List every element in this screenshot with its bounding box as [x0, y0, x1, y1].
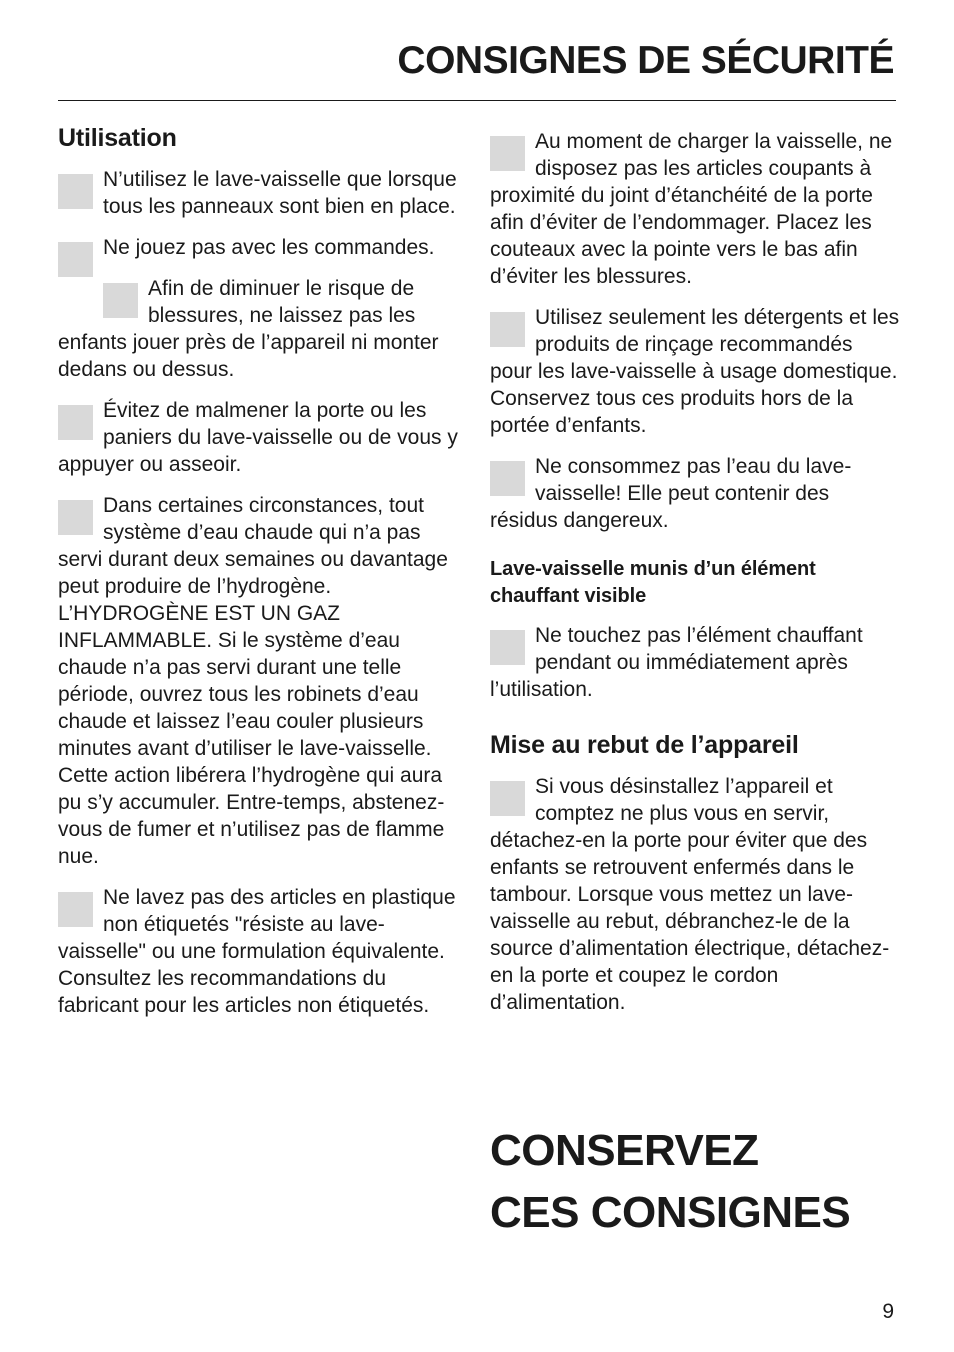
- safety-item-text: N’utilisez le lave-vaisselle que lorsque tous les panneaux sont bien en place.: [103, 168, 457, 218]
- title-divider: [58, 100, 896, 101]
- bullet-square-icon: [58, 174, 93, 209]
- page-number: 9: [882, 1300, 894, 1323]
- safety-item: [58, 234, 468, 261]
- page-title: CONSIGNES DE SÉCURITÉ: [397, 39, 894, 82]
- safety-item: [58, 397, 468, 478]
- right-column: [490, 128, 900, 1030]
- bullet-square-icon: [490, 630, 525, 665]
- bullet-square-icon: [103, 283, 138, 318]
- bullet-square-icon: [490, 461, 525, 496]
- section-heading-disposal: Mise au rebut de l’appareil: [490, 731, 799, 759]
- bullet-square-icon: [58, 242, 93, 277]
- bullet-square-icon: [490, 136, 525, 171]
- closing-line-2: CES CONSIGNES: [490, 1188, 851, 1237]
- section-heading-utilisation: Utilisation: [58, 124, 177, 152]
- safety-item: [490, 622, 900, 703]
- bullet-square-icon: [490, 781, 525, 816]
- safety-item-text: Ne touchez pas l’élément chauffant pendant ou immédiatement après l’utilisation.: [490, 624, 863, 701]
- safety-item: [58, 275, 468, 383]
- closing-line-1: CONSERVEZ: [490, 1126, 759, 1175]
- safety-item: [58, 884, 468, 1019]
- bullet-square-icon: [58, 500, 93, 535]
- safety-item-text: Si vous désinstallez l’appareil et comptez ne plus vous en servir, détachez-en la porte pour éviter que des enfants se retrouvent enfermés dans le tambour. Lorsque vous mettez un lave-vaisselle au rebut, débranchez-le de la source d’alimentation électrique, détachez-en la porte et coupez le cordon d’alimentation.: [490, 775, 890, 1014]
- safety-item-text: Au moment de charger la vaisselle, ne disposez pas les articles coupants à proximité du joint d’étanchéité de la porte afin d’éviter de l’endommager. Placez les couteaux avec la pointe vers le bas afin d’éviter les blessures.: [490, 130, 893, 288]
- safety-item: [490, 773, 900, 1016]
- left-column: [58, 122, 468, 1033]
- bullet-square-icon: [490, 312, 525, 347]
- safety-item: [490, 128, 900, 290]
- safety-item: [58, 492, 468, 870]
- safety-item-text: Ne consommez pas l’eau du lave-vaisselle! Elle peut contenir des résidus dangereux.: [490, 455, 852, 532]
- disposal-section: [490, 729, 900, 1016]
- bullet-square-icon: [58, 892, 93, 927]
- closing-heading: [490, 1120, 850, 1244]
- safety-item-text: Ne lavez pas des articles en plastique non étiquetés "résiste au lave-vaisselle" ou une formulation équivalente. Consultez les recommandations du fabricant pour les articles non étiquetés.: [58, 886, 456, 1017]
- safety-item: [490, 304, 900, 439]
- safety-item-text: Afin de diminuer le risque de blessures, ne laissez pas les enfants jouer près de l’appareil ni monter dedans ou dessus.: [58, 277, 439, 381]
- bullet-square-icon: [58, 405, 93, 440]
- safety-item: [58, 166, 468, 220]
- safety-item-text: Ne jouez pas avec les commandes.: [103, 236, 435, 259]
- safety-item-text: Dans certaines circonstances, tout système d’eau chaude qui n’a pas servi durant deux semaines ou davantage peut produire de l’hydrogène. L’HYDROGÈNE EST UN GAZ INFLAMMABLE. Si le système d’eau chaude n’a pas servi durant une telle période, ouvrez tous les robinets d’eau chaude et laissez l’eau couler plusieurs minutes avant d’utiliser le lave-vaisselle. Cette action libérera l’hydrogène qui aura pu s’y accumuler. Entre-temps, abstenez-vous de fumer et n’utilisez pas de flamme nue.: [58, 494, 448, 868]
- subheading-heating-element: Lave-vaisselle munis d’un élément chauffant visible: [490, 558, 816, 607]
- safety-item: [490, 453, 900, 534]
- safety-item-text: Utilisez seulement les détergents et les produits de rinçage recommandés pour les lave-vaisselle à usage domestique. Conservez tous ces produits hors de la portée d’enfants.: [490, 306, 900, 437]
- safety-item-text: Évitez de malmener la porte ou les paniers du lave-vaisselle ou de vous y appuyer ou asseoir.: [58, 399, 458, 476]
